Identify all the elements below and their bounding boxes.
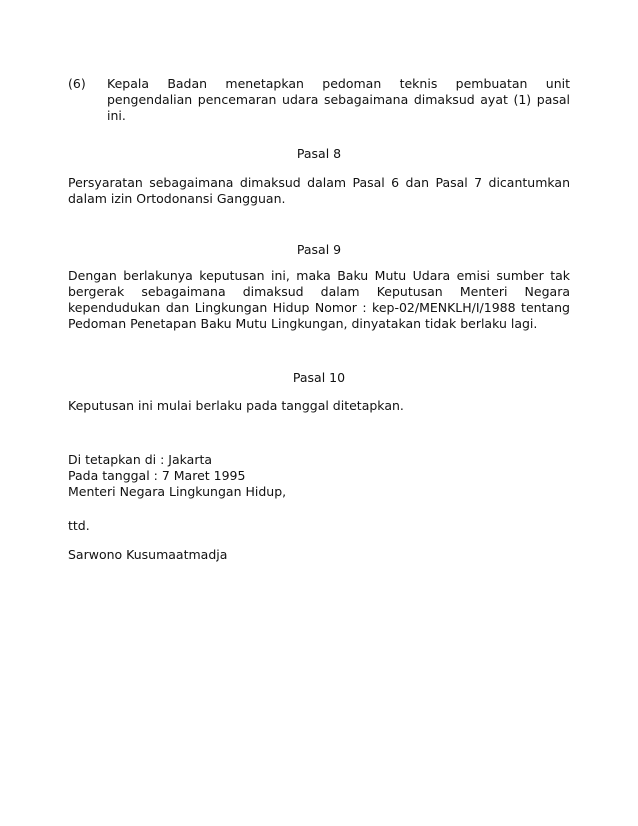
signature-mark: ttd. [68, 518, 90, 533]
closing-block [68, 452, 570, 500]
closing-official: Menteri Negara Lingkungan Hidup, [68, 484, 287, 499]
closing-date: Pada tanggal : 7 Maret 1995 [68, 468, 246, 483]
item-number: (6) [68, 76, 86, 91]
pasal-8-heading: Pasal 8 [296, 146, 342, 161]
pasal-9-heading: Pasal 9 [296, 242, 342, 257]
pasal-10-heading: Pasal 10 [292, 370, 346, 385]
item-6-text: Kepala Badan menetapkan pedoman teknis pembuatan unit pengendalian pencemaran udara sebagaimana dimaksud ayat (1) pasal ini. [107, 76, 570, 123]
closing-place: Di tetapkan di : Jakarta [68, 452, 213, 467]
pasal-9-text: Dengan berlakunya keputusan ini, maka Baku Mutu Udara emisi sumber tak bergerak sebagaimana dimaksud dalam Keputusan Menteri Negara kependudukan dan Lingkungan Hidup Nomor : kep-02/MENKLH/I/1988 tentang Pedoman Penetapan Baku Mutu Lingkungan, dinyatakan tidak berlaku lagi. [68, 268, 570, 331]
signatory-name: Sarwono Kusumaatmadja [68, 547, 228, 562]
pasal-8-text: Persyaratan sebagaimana dimaksud dalam Pasal 6 dan Pasal 7 dicantumkan dalam izin Ortodonansi Gangguan. [68, 175, 570, 206]
pasal-10-text: Keputusan ini mulai berlaku pada tanggal ditetapkan. [68, 398, 404, 413]
